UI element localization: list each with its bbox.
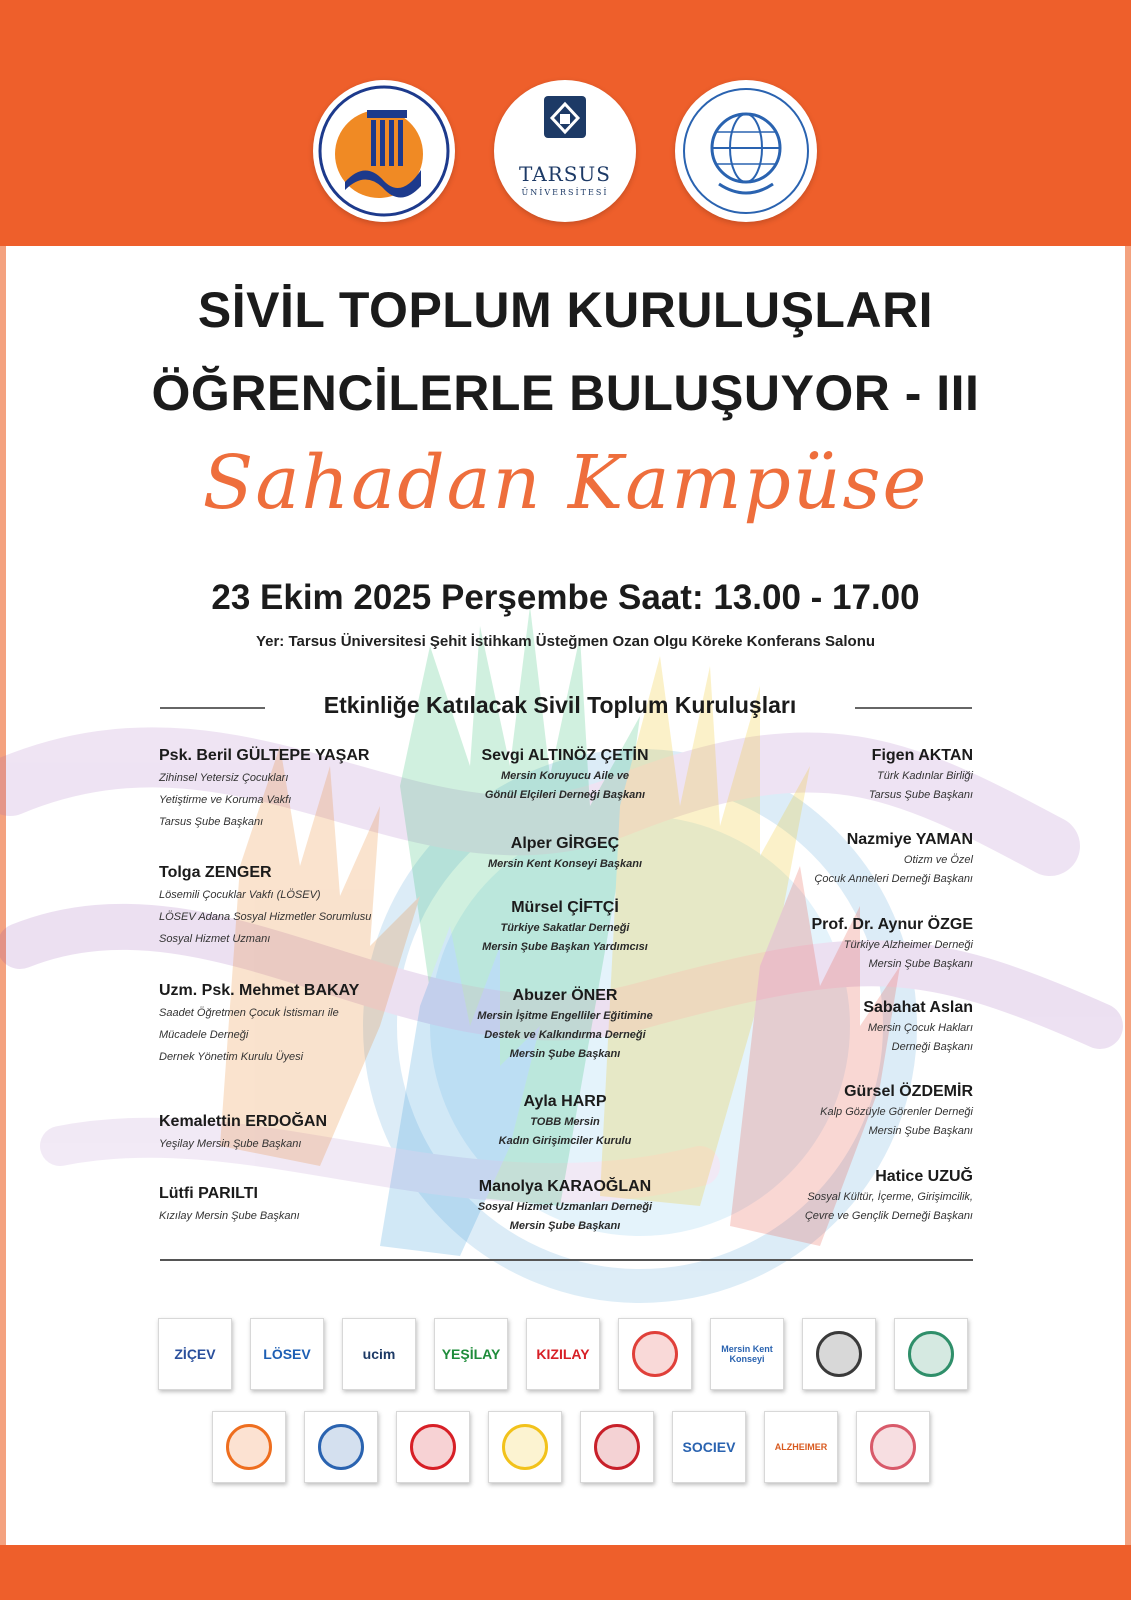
event-date: 23 Ekim 2025 Perşembe Saat: 13.00 - 17.00 (211, 578, 920, 617)
participant-name: Abuzer ÖNER (512, 987, 618, 1004)
participant-role: Mersin Şube Başkanı (868, 1125, 973, 1137)
org-logo-ucim (342, 1318, 416, 1390)
participant-role: Mersin Şube Başkanı (868, 958, 973, 970)
participant-entry (159, 745, 444, 833)
org-logo-kalp-gozuyle (580, 1411, 654, 1483)
section-heading: Etkinliğe Katılacak Sivil Toplum Kuruluşları (323, 692, 797, 718)
org-emblem-icon (908, 1331, 954, 1377)
page-title-line1: SİVİL TOPLUM KURULUŞLARI (197, 282, 934, 338)
participant-role: Derneği Başkanı (891, 1041, 973, 1053)
org-logo-zicev (158, 1318, 232, 1390)
participant-role: Destek ve Kalkındırma Derneği (484, 1029, 646, 1041)
participant-name: Sabahat Aslan (863, 999, 973, 1016)
org-logo-sakatlar-dernegi (802, 1318, 876, 1390)
participant-name: Lütfi PARILTI (159, 1185, 258, 1202)
participant-entry (690, 1166, 973, 1226)
participant-role: Zihinsel Yetersiz Çocukları (159, 772, 289, 784)
gate-emblem-icon (494, 80, 636, 222)
script-subtitle: Sahadan Kampüse (202, 440, 929, 526)
participant-role: Mersin Şube Başkanı (509, 1220, 621, 1232)
participant-entry (159, 862, 444, 950)
org-logo-koruyucu-aile (618, 1318, 692, 1390)
participant-role: Çocuk Anneleri Derneği Başkanı (814, 873, 973, 885)
participant-role: Kızılay Mersin Şube Başkanı (159, 1210, 300, 1222)
participant-entry (690, 1081, 973, 1141)
participant-entry (440, 745, 690, 805)
participant-entry (440, 985, 690, 1064)
participant-role: Saadet Öğretmen Çocuk İstismarı ile (159, 1007, 339, 1019)
participants-bottom-rule (160, 1259, 973, 1261)
participant-entry (440, 897, 690, 957)
participant-role: Sosyal Kültür, İçerme, Girişimcilik, (807, 1191, 973, 1203)
org-logo-label: YEŞİLAY (441, 1346, 501, 1362)
participant-entry (159, 980, 444, 1068)
participant-entry (440, 833, 690, 874)
mersin-universitesi-logo (313, 80, 455, 222)
org-emblem-icon (410, 1424, 456, 1470)
section-divider-right (855, 707, 972, 709)
participant-role: Türkiye Alzheimer Derneği (843, 939, 973, 951)
participant-role: Lösemili Çocuklar Vakfı (LÖSEV) (159, 889, 321, 901)
org-emblem-icon (816, 1331, 862, 1377)
org-logo-label: ZİÇEV (174, 1346, 216, 1362)
participant-name: Sevgi ALTINÖZ ÇETİN (481, 747, 649, 764)
org-logo-cocuk-haklari (894, 1318, 968, 1390)
participant-role: Türk Kadınlar Birliği (877, 770, 973, 782)
participant-name: Figen AKTAN (871, 747, 973, 764)
participant-entry (159, 1183, 444, 1227)
org-emblem-icon (318, 1424, 364, 1470)
org-logo-mersin-kent-konseyi (710, 1318, 784, 1390)
participant-role: Kalp Gözüyle Görenler Derneği (820, 1106, 973, 1118)
participant-name: Mürsel ÇİFTÇİ (511, 899, 619, 916)
participant-name: Manolya KARAOĞLAN (478, 1178, 652, 1195)
participant-name: Gürsel ÖZDEMİR (844, 1083, 973, 1100)
sosyal-hizmet-uzmanlari-logo (675, 80, 817, 222)
participant-role: Mücadele Derneği (159, 1029, 249, 1041)
participant-role: Mersin Koruyucu Aile ve (501, 770, 629, 782)
participant-entry (440, 1091, 690, 1151)
participant-role: TOBB Mersin (530, 1116, 600, 1128)
participant-role: Sosyal Hizmet Uzmanları Derneği (477, 1201, 653, 1213)
participant-role: Otizm ve Özel (903, 854, 973, 866)
org-logo-alzheimer (764, 1411, 838, 1483)
org-emblem-icon (632, 1331, 678, 1377)
org-logo-kizilay (526, 1318, 600, 1390)
org-logo-otizm (488, 1411, 562, 1483)
tarsus-logo-subtext: ÜNİVERSİTESİ (521, 188, 609, 197)
participant-role: Türkiye Sakatlar Derneği (500, 922, 630, 934)
participant-name: Uzm. Psk. Mehmet BAKAY (159, 982, 360, 999)
participant-name: Kemalettin ERDOĞAN (159, 1113, 328, 1130)
org-logo-sociev (672, 1411, 746, 1483)
org-logo-label: LÖSEV (263, 1346, 311, 1362)
participant-role: Dernek Yönetim Kurulu Üyesi (159, 1051, 304, 1063)
org-logo-label: SOCIEV (682, 1439, 736, 1455)
org-logo-shud (304, 1411, 378, 1483)
participant-role: Tarsus Şube Başkanı (159, 816, 264, 828)
participant-entry (440, 1176, 690, 1236)
org-logo-yesilay (434, 1318, 508, 1390)
participant-role: LÖSEV Adana Sosyal Hizmetler Sorumlusu (159, 911, 372, 923)
globe-hands-emblem-icon (679, 84, 813, 218)
participant-name: Prof. Dr. Aynur ÖZGE (811, 916, 973, 933)
participant-role: Mersin İşitme Engelliler Eğitimine (477, 1010, 653, 1022)
column-wave-emblem-icon (317, 84, 451, 218)
participant-entry (690, 997, 973, 1057)
participant-entry (690, 914, 973, 974)
participant-name: Psk. Beril GÜLTEPE YAŞAR (159, 747, 370, 764)
participant-role: Mersin Kent Konseyi Başkanı (487, 858, 643, 870)
org-emblem-icon (594, 1424, 640, 1470)
section-divider-left (160, 707, 265, 709)
tarsus-universitesi-logo (494, 80, 636, 222)
participant-role: Gönül Elçileri Derneği Başkanı (484, 789, 646, 801)
participant-role: Mersin Çocuk Hakları (867, 1022, 973, 1034)
org-logo-turk-kadinlar-birligi (396, 1411, 470, 1483)
participant-name: Alper GİRGEÇ (510, 835, 620, 852)
org-logo-label: ALZHEIMER (774, 1442, 828, 1452)
org-logo-isitme-engelliler (212, 1411, 286, 1483)
participant-role: Sosyal Hizmet Uzmanı (159, 933, 271, 945)
participant-role: Yetiştirme ve Koruma Vakfı (159, 794, 292, 806)
participant-role: Mersin Şube Başkanı (509, 1048, 621, 1060)
footer-band (0, 1545, 1131, 1600)
participant-name: Hatice UZUĞ (875, 1168, 973, 1185)
tarsus-logo-text: TARSUS (518, 162, 611, 186)
org-emblem-icon (870, 1424, 916, 1470)
participant-role: Tarsus Şube Başkanı (868, 789, 973, 801)
participant-role: Çevre ve Gençlik Derneği Başkanı (804, 1210, 973, 1222)
org-logo-label: KIZILAY (536, 1346, 590, 1362)
participant-entry (690, 829, 973, 889)
participant-entry (690, 745, 973, 805)
participant-role: Mersin Şube Başkan Yardımcısı (482, 941, 648, 953)
participant-name: Ayla HARP (523, 1093, 607, 1110)
org-logo-label: Mersin Kent Konseyi (721, 1344, 773, 1364)
org-emblem-icon (226, 1424, 272, 1470)
org-logo-label: ucim (362, 1346, 396, 1362)
org-logo-losev (250, 1318, 324, 1390)
page-title-line2: ÖĞRENCİLERLE BULUŞUYOR - III (151, 365, 980, 421)
participant-name: Tolga ZENGER (159, 864, 272, 881)
event-venue: Yer: Tarsus Üniversitesi Şehit İstihkam Üsteğmen Ozan Olgu Köreke Konferans Salonu (255, 633, 876, 650)
participant-role: Kadın Girişimciler Kurulu (498, 1135, 632, 1147)
participant-name: Nazmiye YAMAN (846, 831, 973, 848)
org-emblem-icon (502, 1424, 548, 1470)
participant-role: Yeşilay Mersin Şube Başkanı (159, 1138, 302, 1150)
participant-entry (159, 1111, 444, 1155)
org-logo-saadet-ogretmen (856, 1411, 930, 1483)
